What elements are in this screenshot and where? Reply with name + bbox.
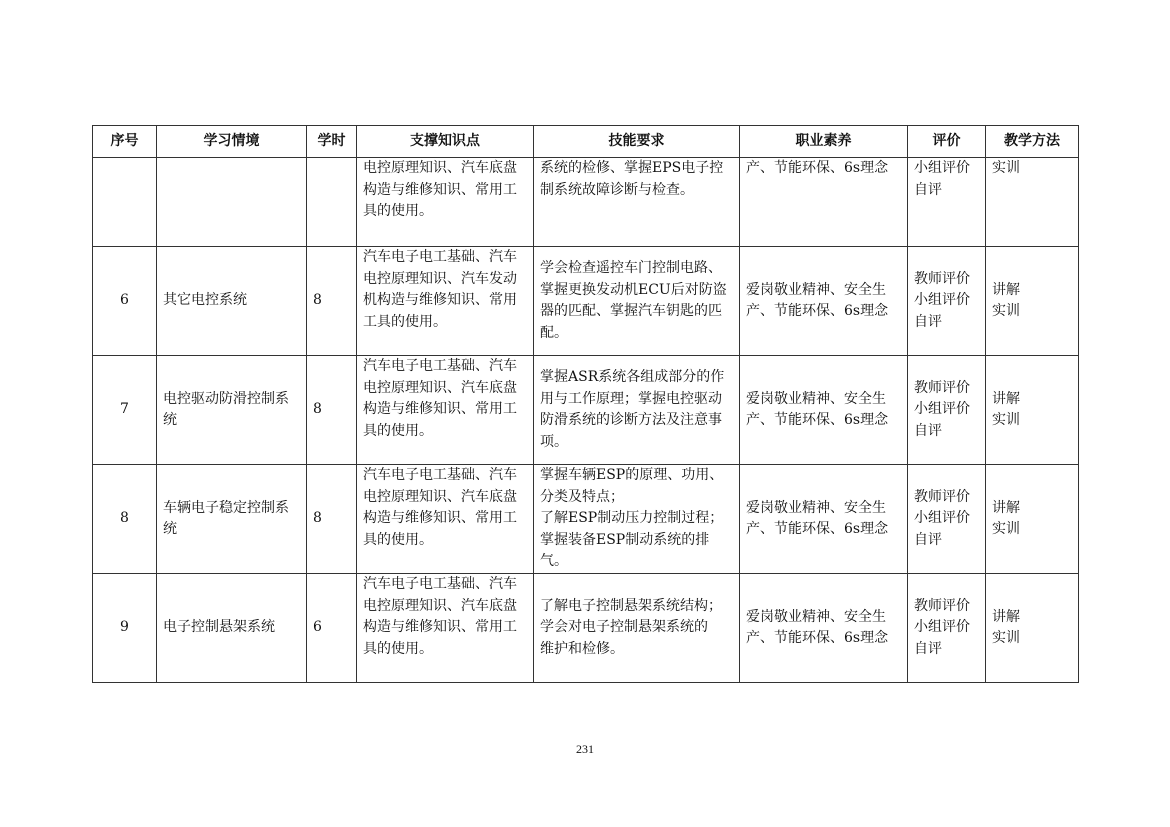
cell-literacy-line: 爱岗敬业精神、安全生 xyxy=(746,390,886,407)
cell-skills-line: 项。 xyxy=(540,433,568,450)
cell-literacy xyxy=(740,247,908,356)
cell-skills-line: 用与工作原理；掌握电控驱动 xyxy=(540,390,722,407)
cell-skills xyxy=(534,158,740,247)
header-situation: 学习情境 xyxy=(157,126,307,158)
header-literacy: 职业素养 xyxy=(740,126,908,158)
cell-skills-line: 学会检查遥控车门控制电路、 xyxy=(540,260,722,276)
cell-method-line: 讲解 xyxy=(992,608,1020,625)
cell-method xyxy=(986,158,1079,247)
cell-evaluation-line: 小组评价 xyxy=(914,292,970,309)
cell-method xyxy=(986,356,1079,465)
cell-skills-line: 掌握装备ESP制动系统的排 xyxy=(540,531,710,548)
cell-hours: 8 xyxy=(307,465,357,574)
cell-skills-line: 掌握ASR系统各组成部分的作 xyxy=(540,369,725,385)
header-row xyxy=(93,126,1079,158)
cell-situation-line: 其它电控系统 xyxy=(163,292,247,309)
cell-situation xyxy=(157,247,307,356)
cell-evaluation-line: 教师评价 xyxy=(914,379,970,396)
cell-knowledge xyxy=(357,356,534,465)
header-method: 教学方法 xyxy=(986,126,1079,158)
cell-situation xyxy=(157,356,307,465)
cell-evaluation xyxy=(908,158,986,247)
cell-skills-line: 配。 xyxy=(540,324,568,341)
cell-knowledge-line: 具的使用。 xyxy=(363,531,433,548)
header-knowledge: 支撑知识点 xyxy=(357,126,534,158)
cell-skills-line: 了解电子控制悬架系统结构； xyxy=(540,597,722,614)
cell-evaluation-line: 自评 xyxy=(914,181,942,198)
cell-skills-line: 了解ESP制动压力控制过程； xyxy=(540,510,724,527)
cell-knowledge-line: 构造与维修知识、常用工 xyxy=(363,401,517,417)
cell-skills xyxy=(534,356,740,465)
header-hours: 学时 xyxy=(307,126,357,158)
cell-literacy xyxy=(740,574,908,683)
page-number: 231 xyxy=(576,742,594,756)
cell-method-line: 讲解 xyxy=(992,281,1020,298)
table-row xyxy=(93,158,1079,247)
cell-evaluation xyxy=(908,574,986,683)
cell-knowledge-line: 电控原理知识、汽车底盘 xyxy=(363,160,517,176)
cell-method xyxy=(986,247,1079,356)
cell-situation-line: 统 xyxy=(163,521,177,537)
cell-no: 6 xyxy=(93,247,157,356)
cell-literacy xyxy=(740,465,908,574)
header-no: 序号 xyxy=(93,126,157,158)
cell-situation-line: 统 xyxy=(163,412,177,428)
cell-evaluation-line: 教师评价 xyxy=(914,597,970,614)
cell-knowledge-line: 构造与维修知识、常用工 xyxy=(363,181,517,198)
cell-method-line: 实训 xyxy=(992,521,1020,537)
cell-skills-line: 掌握车辆ESP的原理、功用、 xyxy=(540,467,724,484)
cell-no: 9 xyxy=(93,574,157,683)
cell-literacy-line: 产、节能环保、6s理念 xyxy=(746,303,889,319)
cell-knowledge-line: 汽车电子电工基础、汽车 xyxy=(363,249,517,265)
cell-skills-line: 制系统故障诊断与检查。 xyxy=(540,181,694,198)
cell-hours xyxy=(307,158,357,247)
table-row xyxy=(93,574,1079,683)
cell-knowledge-line: 构造与维修知识、常用工 xyxy=(363,619,517,635)
cell-literacy-line: 产、节能环保、6s理念 xyxy=(746,630,889,646)
table-row xyxy=(93,247,1079,356)
cell-knowledge-line: 电控原理知识、汽车底盘 xyxy=(363,597,517,614)
cell-evaluation xyxy=(908,356,986,465)
cell-method xyxy=(986,574,1079,683)
cell-knowledge xyxy=(357,247,534,356)
cell-evaluation-line: 小组评价 xyxy=(914,510,970,527)
cell-literacy-line: 爱岗敬业精神、安全生 xyxy=(746,608,886,625)
cell-situation xyxy=(157,465,307,574)
cell-skills xyxy=(534,574,740,683)
cell-no: 7 xyxy=(93,356,157,465)
cell-literacy xyxy=(740,356,908,465)
cell-evaluation xyxy=(908,465,986,574)
header-evaluation: 评价 xyxy=(908,126,986,158)
header-skills: 技能要求 xyxy=(534,126,740,158)
cell-hours: 6 xyxy=(307,574,357,683)
cell-evaluation-line: 教师评价 xyxy=(914,488,970,505)
cell-hours: 8 xyxy=(307,247,357,356)
cell-evaluation-line: 自评 xyxy=(914,640,942,657)
cell-knowledge-line: 具的使用。 xyxy=(363,203,433,219)
cell-evaluation-line: 自评 xyxy=(914,313,942,330)
cell-literacy xyxy=(740,158,908,247)
cell-knowledge-line: 汽车电子电工基础、汽车 xyxy=(363,467,517,483)
cell-literacy-line: 爱岗敬业精神、安全生 xyxy=(746,499,886,516)
cell-method-line: 实训 xyxy=(992,303,1020,319)
cell-hours: 8 xyxy=(307,356,357,465)
cell-skills xyxy=(534,247,740,356)
cell-evaluation xyxy=(908,247,986,356)
cell-situation-line: 电控驱动防滑控制系 xyxy=(163,390,289,407)
cell-knowledge-line: 构造与维修知识、常用工 xyxy=(363,510,517,526)
cell-knowledge-line: 工具的使用。 xyxy=(363,313,447,330)
table-row xyxy=(93,465,1079,574)
cell-evaluation-line: 小组评价 xyxy=(914,401,970,418)
cell-literacy-line: 产、节能环保、6s理念 xyxy=(746,412,889,428)
cell-skills-line: 学会对电子控制悬架系统的 xyxy=(540,619,708,636)
cell-situation-line: 电子控制悬架系统 xyxy=(163,619,275,636)
cell-method-line: 实训 xyxy=(992,630,1020,646)
cell-evaluation-line: 小组评价 xyxy=(914,160,970,176)
cell-method-line: 实训 xyxy=(992,412,1020,428)
cell-no xyxy=(93,158,157,247)
cell-situation xyxy=(157,574,307,683)
cell-knowledge xyxy=(357,465,534,574)
cell-method-line: 讲解 xyxy=(992,499,1020,516)
cell-knowledge-line: 具的使用。 xyxy=(363,422,433,439)
cell-no: 8 xyxy=(93,465,157,574)
cell-knowledge-line: 机构造与维修知识、常用 xyxy=(363,292,517,308)
cell-knowledge xyxy=(357,574,534,683)
cell-evaluation-line: 小组评价 xyxy=(914,619,970,636)
cell-knowledge-line: 汽车电子电工基础、汽车 xyxy=(363,358,517,374)
cell-situation xyxy=(157,158,307,247)
cell-skills-line: 维护和检修。 xyxy=(540,640,624,657)
cell-literacy-line: 爱岗敬业精神、安全生 xyxy=(746,281,886,298)
cell-knowledge-line: 电控原理知识、汽车发动 xyxy=(363,270,517,287)
table-row xyxy=(93,356,1079,465)
cell-knowledge-line: 电控原理知识、汽车底盘 xyxy=(363,379,517,396)
cell-evaluation-line: 自评 xyxy=(914,531,942,548)
cell-skills-line: 分类及特点； xyxy=(540,488,624,505)
cell-skills-line: 系统的检修、掌握EPS电子控 xyxy=(540,160,724,176)
cell-method xyxy=(986,465,1079,574)
cell-situation-line: 车辆电子稳定控制系 xyxy=(163,499,289,516)
cell-knowledge-line: 电控原理知识、汽车底盘 xyxy=(363,488,517,505)
cell-method-line: 讲解 xyxy=(992,390,1020,407)
cell-literacy-line: 产、节能环保、6s理念 xyxy=(746,160,889,176)
cell-skills-line: 掌握更换发动机ECU后对防盗 xyxy=(540,281,727,298)
course-table xyxy=(92,125,1079,683)
cell-method-line: 实训 xyxy=(992,160,1020,176)
cell-knowledge-line: 具的使用。 xyxy=(363,640,433,657)
cell-skills-line: 气。 xyxy=(540,553,568,570)
cell-skills xyxy=(534,465,740,574)
cell-evaluation-line: 自评 xyxy=(914,422,942,439)
cell-skills-line: 器的匹配、掌握汽车钥匙的匹 xyxy=(540,303,722,319)
cell-knowledge xyxy=(357,158,534,247)
cell-knowledge-line: 汽车电子电工基础、汽车 xyxy=(363,576,517,592)
cell-literacy-line: 产、节能环保、6s理念 xyxy=(746,521,889,537)
cell-skills-line: 防滑系统的诊断方法及注意事 xyxy=(540,412,722,428)
cell-evaluation-line: 教师评价 xyxy=(914,270,970,287)
